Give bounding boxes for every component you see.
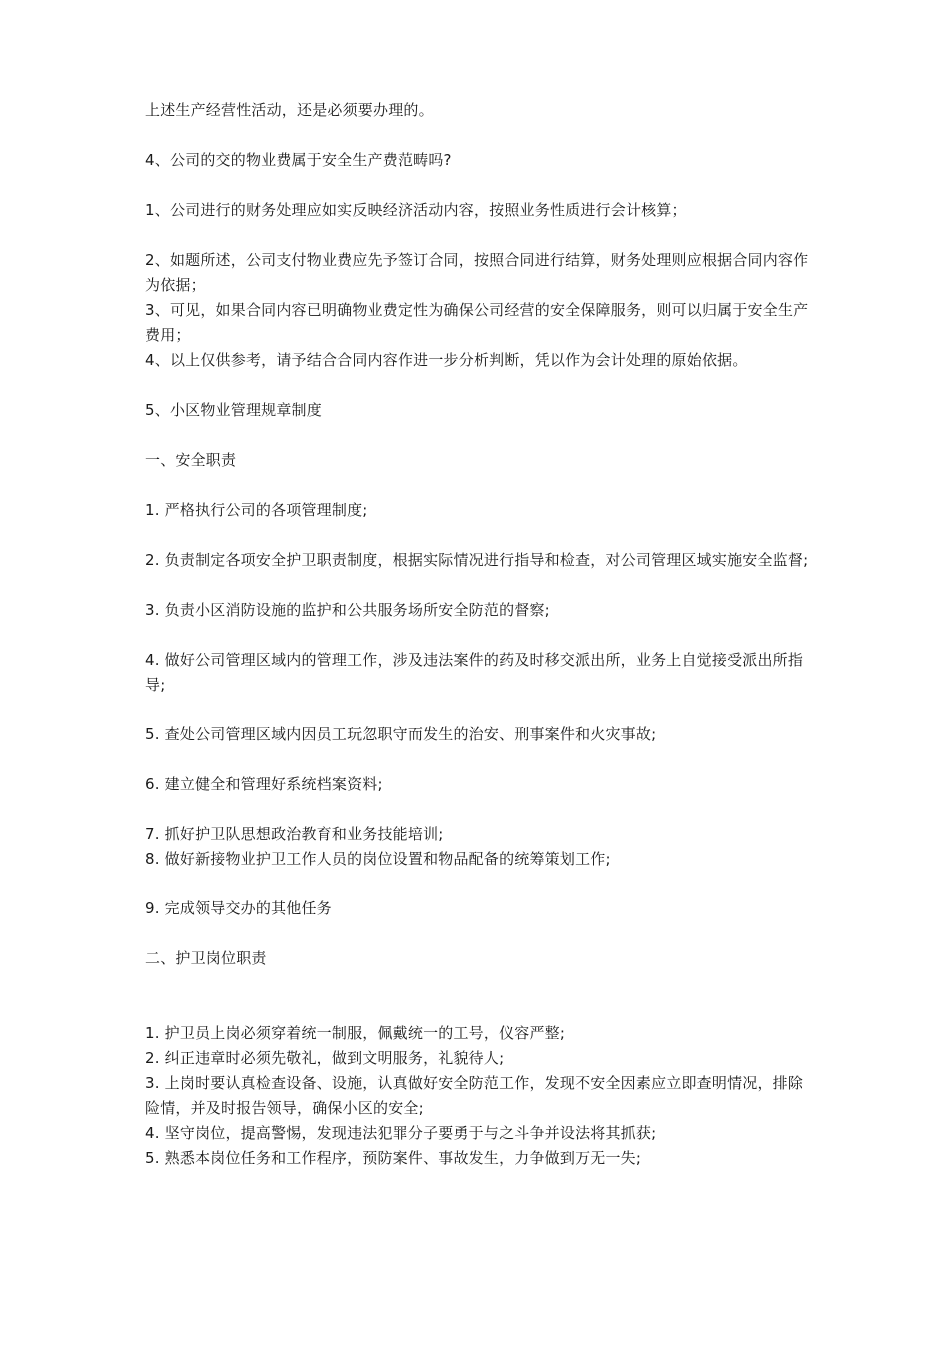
safety-duty-5: 5. 查处公司管理区域内因员工玩忽职守而发生的治安、刑事案件和火灾事故; — [145, 725, 657, 743]
answer-item-1: 1、公司进行的财务处理应如实反映经济活动内容，按照业务性质进行会计核算； — [145, 201, 687, 219]
safety-duty-8: 8. 做好新接物业护卫工作人员的岗位设置和物品配备的统筹策划工作; — [145, 850, 611, 868]
safety-duty-6: 6. 建立健全和管理好系统档案资料; — [145, 775, 383, 793]
paragraph-intro: 上述生产经营性活动，还是必须要办理的。 — [145, 101, 434, 119]
safety-duty-4: 4. 做好公司管理区域内的管理工作，涉及违法案件的药及时移交派出所，业务上自觉接受派出所指导; — [145, 651, 804, 694]
answer-item-3: 3、可见，如果合同内容已明确物业费定性为确保公司经营的安全保障服务，则可以归属于安全生产费用； — [145, 301, 809, 344]
guard-duty-5: 5. 熟悉本岗位任务和工作程序，预防案件、事故发生，力争做到万无一失; — [145, 1149, 642, 1167]
guard-duty-4: 4. 坚守岗位，提高警惕，发现违法犯罪分子要勇于与之斗争并设法将其抓获; — [145, 1124, 657, 1142]
guard-duty-3: 3. 上岗时要认真检查设备、设施，认真做好安全防范工作，发现不安全因素应立即查明情况，排除险情，并及时报告领导，确保小区的安全; — [145, 1074, 804, 1117]
answer-item-4: 4、以上仅供参考，请予结合合同内容作进一步分析判断，凭以作为会计处理的原始依据。 — [145, 351, 748, 369]
safety-duty-3: 3. 负责小区消防设施的监护和公共服务场所安全防范的督察; — [145, 601, 550, 619]
safety-duty-1: 1. 严格执行公司的各项管理制度; — [145, 501, 368, 519]
safety-duty-2: 2. 负责制定各项安全护卫职责制度，根据实际情况进行指导和检查，对公司管理区域实施安全监督; — [145, 551, 809, 569]
guard-duty-1: 1. 护卫员上岗必须穿着统一制服，佩戴统一的工号，仪容严整; — [145, 1024, 566, 1042]
answer-item-2: 2、如题所述，公司支付物业费应先予签订合同，按照合同进行结算，财务处理则应根据合同内容作为依据； — [145, 251, 809, 294]
safety-duty-9: 9. 完成领导交办的其他任务 — [145, 899, 332, 917]
subsection-heading-guard: 二、护卫岗位职责 — [145, 949, 267, 967]
question-heading: 4、公司的交的物业费属于安全生产费范畴吗? — [145, 151, 452, 169]
safety-duty-7: 7. 抓好护卫队思想政治教育和业务技能培训; — [145, 825, 444, 843]
guard-duty-2: 2. 纠正违章时必须先敬礼，做到文明服务，礼貌待人; — [145, 1049, 505, 1067]
section-title: 5、小区物业管理规章制度 — [145, 401, 322, 419]
subsection-heading-safety: 一、安全职责 — [145, 451, 237, 469]
